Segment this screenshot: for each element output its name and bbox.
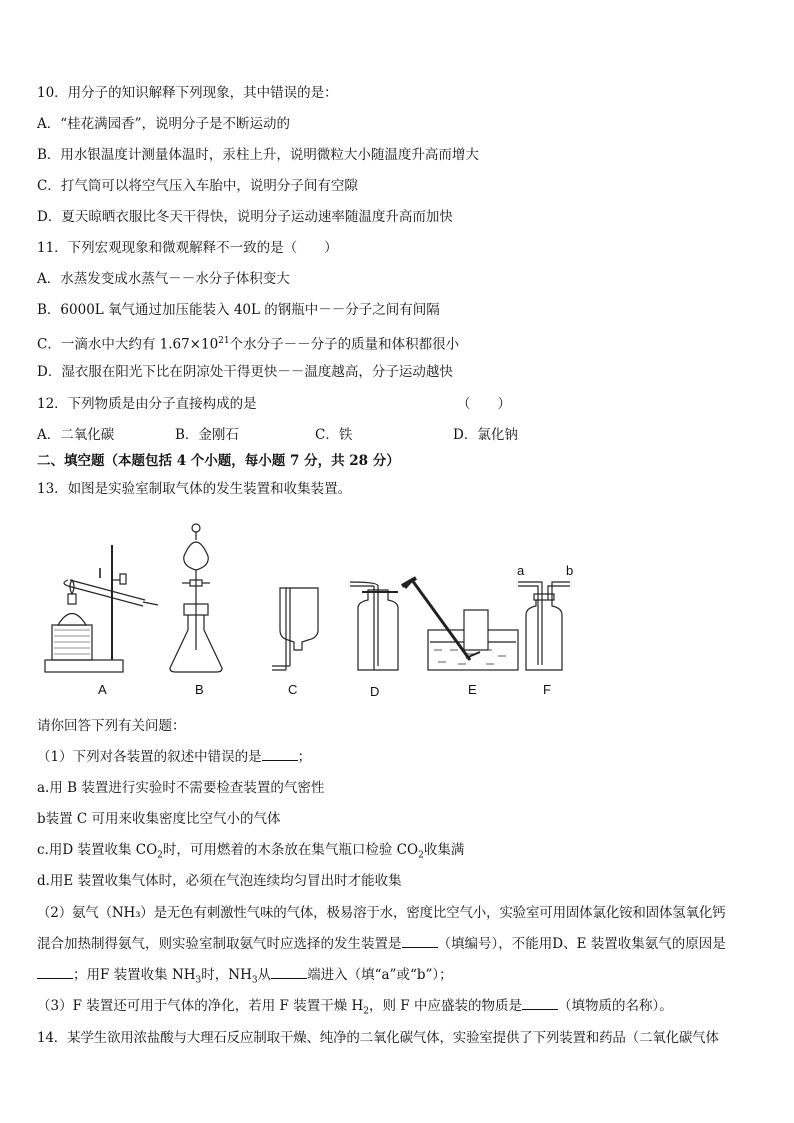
q12-option-c: C．铁 <box>315 427 353 443</box>
apparatus-figure <box>40 520 600 705</box>
q12-option-a: A．二氧化碳 <box>37 427 115 443</box>
q13-part2-line1: （2）氨气（NH₃）是无色有刺激性气味的气体，极易溶于水，密度比空气小，实验室可用固体氯化铵和固体氢氧化钙 <box>37 905 726 921</box>
q13-part3: （3）F 装置还可用于气体的净化，若用 F 装置干燥 $H_2$，则 F 中应盛装的物质是 （填物质的名称）。 <box>37 998 673 1017</box>
q11-option-c: C．一滴水中大约有 $1.67\times 10^{21}$个水分子－－分子的质量和体积都很小 <box>37 336 460 353</box>
q13-part1-d: d.用E 装置收集气体时，必须在气泡连续均匀冒出时才能收集 <box>37 873 402 889</box>
answer-blank[interactable] <box>271 966 307 979</box>
q13-part1: （1）下列对各装置的叙述中错误的是 ； <box>37 749 312 765</box>
q10-option-d: D．夏天晾晒衣服比冬天干得快，说明分子运动速率随温度升高而加快 <box>37 209 453 225</box>
answer-blank[interactable] <box>262 748 298 761</box>
section-heading: 二、填空题（本题包括 4 个小题，每小题 7 分，共 28 分） <box>37 453 400 469</box>
q13-part1-b: b装置 C 可用来收集密度比空气小的气体 <box>37 811 281 827</box>
answer-blank[interactable] <box>402 935 438 948</box>
q10-option-b: B．用水银温度计测量体温时，汞柱上升，说明微粒大小随温度升高而增大 <box>37 147 479 163</box>
label-b: B <box>195 682 204 697</box>
q12-stem-row <box>37 395 737 413</box>
q10-option-c: C．打气筒可以将空气压入车胎中，说明分子间有空隙 <box>37 178 358 194</box>
q13-part1-c: c.用D 装置收集 $CO_2$时，可用燃着的木条放在集气瓶口检验 $CO_2$收集满 <box>37 842 465 861</box>
label-c: C <box>288 682 298 697</box>
q11-option-d: D．湿衣服在阳光下比在阴凉处干得更快－－温度越高，分子运动越快 <box>37 364 453 380</box>
apparatus-f <box>517 563 573 670</box>
port-a-label: a <box>517 563 525 578</box>
q12-option-d: D．氯化钠 <box>453 427 518 443</box>
apparatus-e <box>402 578 518 670</box>
q11-stem: 11．下列宏观现象和微观解释不一致的是（ ） <box>37 240 338 256</box>
label-f: F <box>543 682 551 697</box>
q13-stem: 13．如图是实验室制取气体的发生装置和收集装置。 <box>37 481 352 497</box>
label-a: A <box>98 682 107 697</box>
answer-blank[interactable] <box>37 966 73 979</box>
answer-blank[interactable] <box>522 997 558 1010</box>
q13-part2-line3: ；用F 装置收集 $NH_3$时，$NH_3$从 端进入（填“a”或“b”）； <box>37 966 453 990</box>
apparatus-d <box>350 582 398 670</box>
q13-part1-a: a.用 B 装置进行实验时不需要检查装置的气密性 <box>37 780 325 796</box>
q11-option-b: B．6000L 氧气通过加压能装入 40L 的钢瓶中－－分子之间有间隔 <box>37 302 440 318</box>
apparatus-a <box>45 545 158 672</box>
q12-stem: 12．下列物质是由分子直接构成的是 <box>37 396 257 412</box>
q13-part2-line2: 混合加热制得氨气，则实验室制取氨气时应选择的发生装置是 （填编号），不能用D、E 装置收集氨气的原因是 <box>37 936 726 952</box>
q13-prompt: 请你回答下列有关问题： <box>37 718 186 734</box>
q10-stem: 10．用分子的知识解释下列现象，其中错误的是： <box>37 85 338 101</box>
q11-option-a: A．水蒸发变成水蒸气－－水分子体积变大 <box>37 271 290 287</box>
port-b-label: b <box>566 563 574 578</box>
apparatus-c <box>272 588 318 670</box>
q12-options <box>37 426 737 444</box>
label-e: E <box>468 682 477 697</box>
q10-option-a: A．“桂花满园香”，说明分子是不断运动的 <box>37 116 291 132</box>
q12-answer-paren: （ ） <box>457 396 511 412</box>
apparatus-b <box>170 524 222 672</box>
label-d: D <box>370 684 380 699</box>
q12-option-b: B．金刚石 <box>175 427 239 443</box>
q14-stem: 14．某学生欲用浓盐酸与大理石反应制取干燥、纯净的二氧化碳气体，实验室提供了下列装置和药品（二氧化碳气体 <box>37 1030 719 1046</box>
